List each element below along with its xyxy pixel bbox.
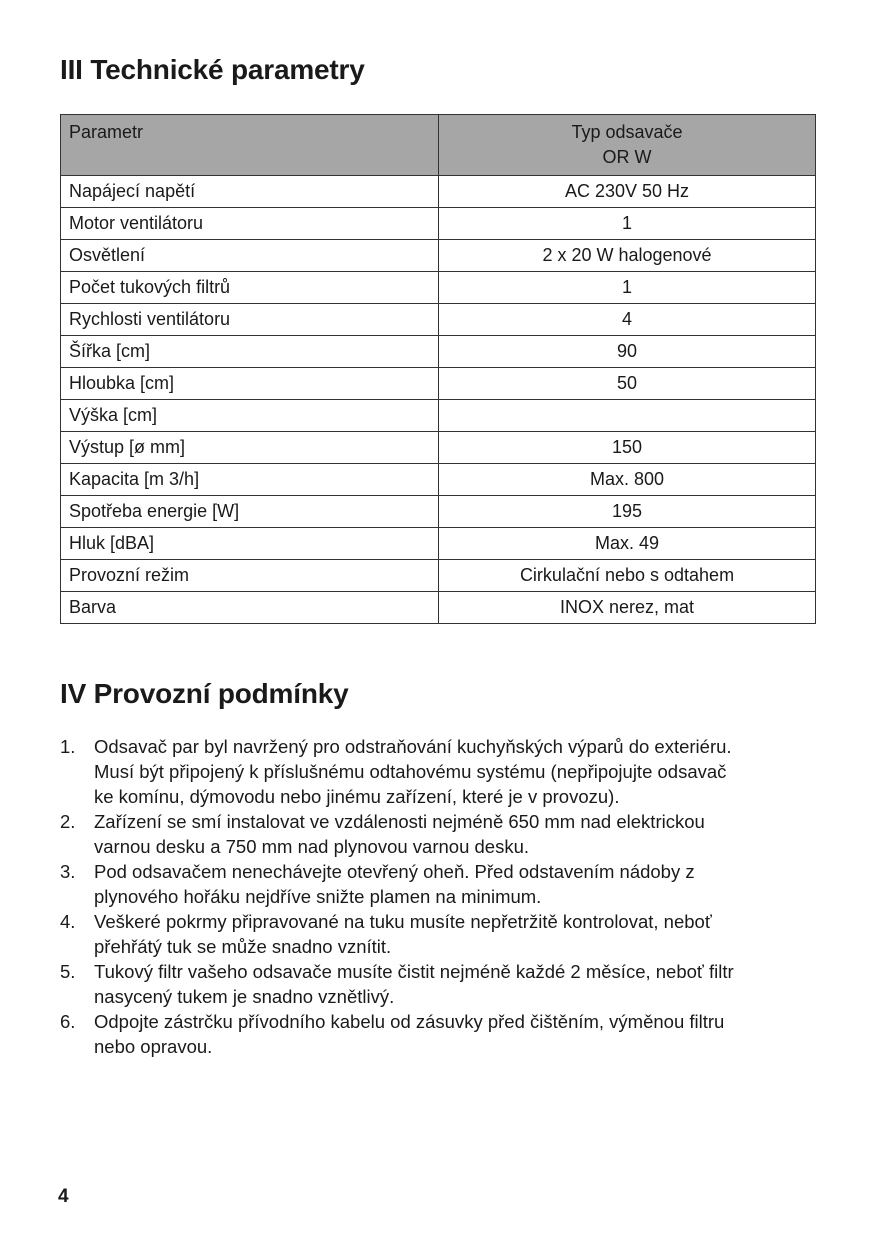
row-value: Max. 800: [439, 464, 816, 496]
row-value: 4: [439, 304, 816, 336]
list-item-text: [94, 1009, 724, 1059]
table-row: [61, 208, 816, 240]
header-type-line2: OR W: [602, 147, 652, 167]
row-parameter: Rychlosti ventilátoru: [61, 304, 439, 336]
row-value: 90: [439, 336, 816, 368]
row-value: 1: [439, 272, 816, 304]
row-value: AC 230V 50 Hz: [439, 176, 816, 208]
header-type: [439, 115, 816, 176]
table-row: [61, 368, 816, 400]
list-item-text: [94, 959, 734, 1009]
list-item-line: Odsavač par byl navržený pro odstraňování kuchyňských výparů do exteriéru.: [94, 736, 732, 757]
section-title-technical-parameters: III Technické parametry: [60, 54, 365, 85]
list-item-line: nebo opravou.: [94, 1036, 213, 1057]
row-value: Max. 49: [439, 528, 816, 560]
table-row: [61, 240, 816, 272]
list-item-line: Musí být připojený k příslušnému odtahovému systému (nepřipojujte odsavač: [94, 761, 727, 782]
page-number: 4: [58, 1186, 69, 1207]
row-value: [439, 400, 816, 432]
list-item-text: [94, 909, 712, 959]
list-item: [60, 1009, 830, 1059]
table-row: [61, 560, 816, 592]
list-item-text: [94, 859, 695, 909]
table-row: [61, 432, 816, 464]
row-value: 2 x 20 W halogenové: [439, 240, 816, 272]
list-item-line: plynového hořáku nejdříve snižte plamen na minimum.: [94, 886, 542, 907]
header-type-line1: Typ odsavače: [571, 122, 683, 142]
table-row: [61, 272, 816, 304]
list-item-text: [94, 734, 732, 809]
list-item: [60, 859, 830, 909]
row-parameter: Provozní režim: [61, 560, 439, 592]
header-parameter: Parametr: [61, 115, 439, 176]
row-parameter: Napájecí napětí: [61, 176, 439, 208]
row-parameter: Osvětlení: [61, 240, 439, 272]
list-item-line: ke komínu, dýmovodu nebo jinému zařízení, které je v provozu).: [94, 786, 620, 807]
list-item-line: Veškeré pokrmy připravované na tuku musíte nepřetržitě kontrolovat, neboť: [94, 911, 712, 932]
list-item-number: 5.: [60, 961, 76, 982]
row-parameter: Hloubka [cm]: [61, 368, 439, 400]
list-item-number: 3.: [60, 861, 76, 882]
row-parameter: Počet tukových filtrů: [61, 272, 439, 304]
list-item-line: přehřátý tuk se může snadno vznítit.: [94, 936, 392, 957]
list-item-line: Odpojte zástrčku přívodního kabelu od zásuvky před čištěním, výměnou filtru: [94, 1011, 725, 1032]
list-item-number: 1.: [60, 736, 76, 757]
row-parameter: Šířka [cm]: [61, 336, 439, 368]
operating-conditions-list: [60, 734, 830, 1059]
list-item-line: Pod odsavačem nenechávejte otevřený oheň. Před odstavením nádoby z: [94, 861, 695, 882]
list-item-text: [94, 809, 705, 859]
row-parameter: Hluk [dBA]: [61, 528, 439, 560]
row-value: INOX nerez, mat: [439, 592, 816, 624]
list-item-number: 2.: [60, 811, 76, 832]
row-value: 50: [439, 368, 816, 400]
row-value: Cirkulační nebo s odtahem: [439, 560, 816, 592]
list-item-number: 4.: [60, 911, 76, 932]
list-item-number: 6.: [60, 1011, 76, 1032]
list-item-line: nasycený tukem je snadno vznětlivý.: [94, 986, 395, 1007]
technical-parameters-table: [60, 114, 816, 624]
table-row: [61, 336, 816, 368]
row-value: 1: [439, 208, 816, 240]
row-parameter: Výška [cm]: [61, 400, 439, 432]
list-item-line: Zařízení se smí instalovat ve vzdálenosti nejméně 650 mm nad elektrickou: [94, 811, 705, 832]
row-parameter: Motor ventilátoru: [61, 208, 439, 240]
table-row: [61, 304, 816, 336]
table-row: [61, 528, 816, 560]
list-item-line: varnou desku a 750 mm nad plynovou varnou desku.: [94, 836, 530, 857]
table-header-row: [61, 115, 816, 176]
row-parameter: Spotřeba energie [W]: [61, 496, 439, 528]
section-title-operating-conditions: IV Provozní podmínky: [60, 678, 349, 709]
table-row: [61, 400, 816, 432]
table-row: [61, 464, 816, 496]
row-parameter: Barva: [61, 592, 439, 624]
table-row: [61, 176, 816, 208]
list-item: [60, 909, 830, 959]
row-value: 195: [439, 496, 816, 528]
list-item: [60, 959, 830, 1009]
row-value: 150: [439, 432, 816, 464]
row-parameter: Kapacita [m 3/h]: [61, 464, 439, 496]
row-parameter: Výstup [ø mm]: [61, 432, 439, 464]
table-row: [61, 496, 816, 528]
list-item: [60, 734, 830, 809]
list-item-line: Tukový filtr vašeho odsavače musíte čistit nejméně každé 2 měsíce, neboť filtr: [94, 961, 734, 982]
list-item: [60, 809, 830, 859]
table-row: [61, 592, 816, 624]
